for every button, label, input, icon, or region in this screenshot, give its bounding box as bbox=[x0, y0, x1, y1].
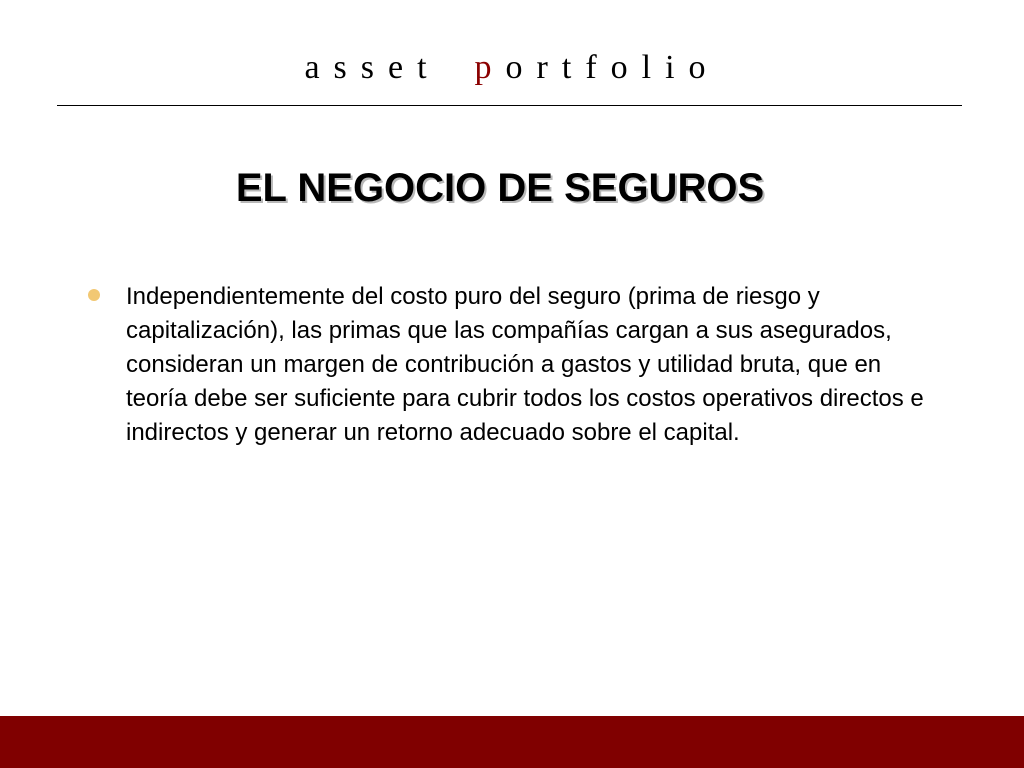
bullet-list bbox=[88, 280, 948, 450]
brand-logo bbox=[0, 48, 1024, 88]
footer-band bbox=[0, 716, 1024, 768]
slide-title: EL NEGOCIO DE SEGUROS bbox=[235, 166, 765, 210]
brand-word-asset: asset bbox=[304, 49, 441, 86]
brand-accent-letter: p bbox=[474, 49, 506, 86]
brand-word-portfolio-rest: ortfolio bbox=[505, 49, 720, 86]
bullet-dot-icon bbox=[88, 289, 100, 301]
header-divider bbox=[57, 105, 962, 106]
bullet-item bbox=[88, 280, 948, 450]
bullet-text: Independientemente del costo puro del seguro (prima de riesgo y capitalización), las primas que las compañías cargan a sus asegurados, consideran un margen de contribución a gastos y utilidad bruta, que en teoría debe ser suficiente para cubrir todos los costos operativos directos e indirectos y generar un retorno adecuado sobre el capital. bbox=[126, 283, 924, 446]
